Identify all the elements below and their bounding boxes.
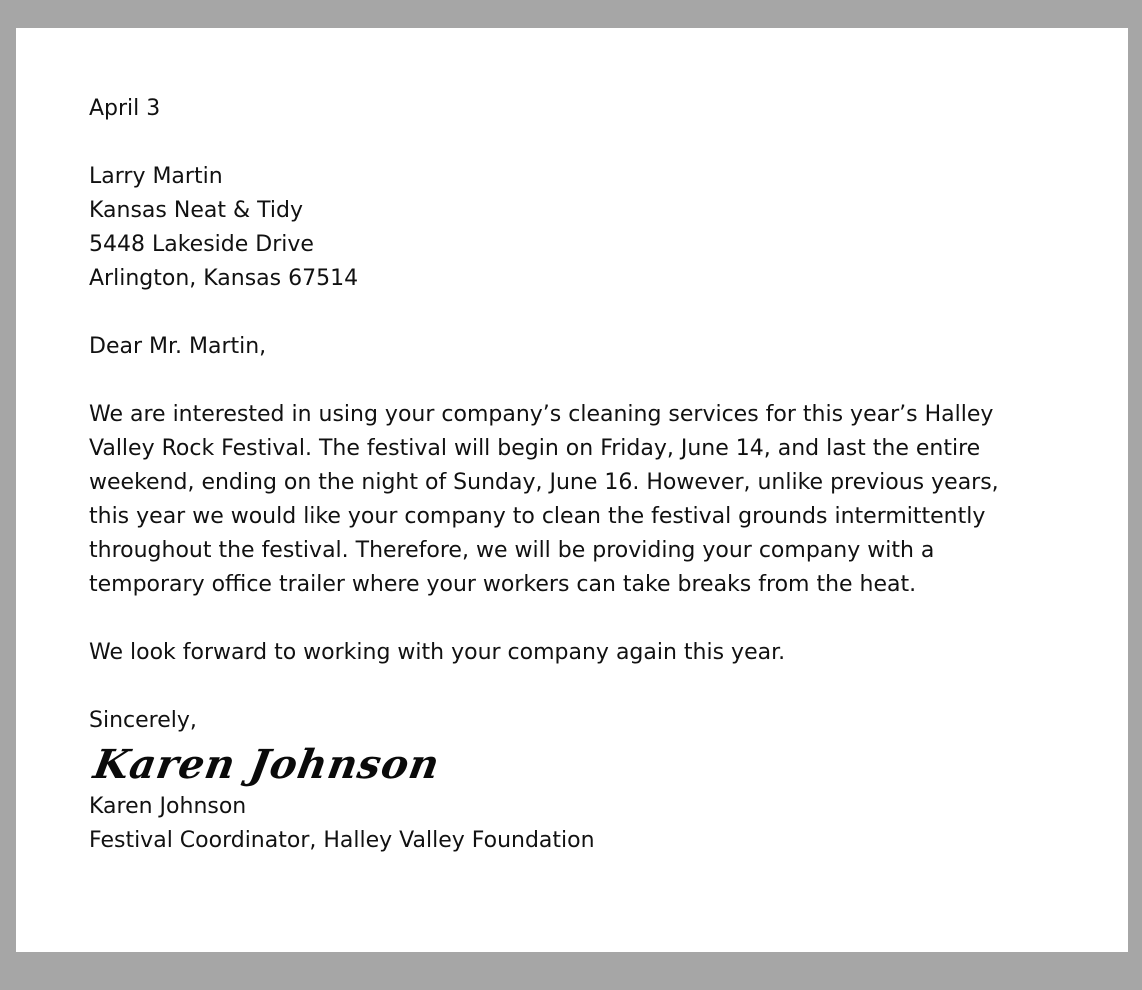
recipient-city: Arlington, Kansas 67514 [89,266,359,291]
letter-date [89,92,1089,126]
recipient-street: 5448 Lakeside Drive [89,232,314,257]
body-line: this year we would like your company to clean the festival grounds intermittently [89,504,986,529]
body-line: weekend, ending on the night of Sunday, June 16. However, unlike previous years, [89,470,999,495]
body-line: temporary office trailer where your workers can take breaks from the heat. [89,572,917,597]
body-line: We are interested in using your company’s cleaning services for this year’s Halley [89,402,994,427]
closing-text: Sincerely, [89,708,197,733]
salutation [89,330,1089,364]
closing-paragraph-text: We look forward to working with your company again this year. [89,640,786,665]
recipient-address [89,160,1089,296]
letter-body [89,92,1089,858]
body-line: throughout the festival. Therefore, we will be providing your company with a [89,538,935,563]
closing [89,704,1089,738]
body-line: Valley Rock Festival. The festival will begin on Friday, June 14, and last the entire [89,436,981,461]
recipient-name: Larry Martin [89,164,223,189]
closing-paragraph [89,636,1089,670]
signature-area [89,736,1089,790]
recipient-company: Kansas Neat & Tidy [89,198,303,223]
handwritten-signature: Karen Johnson [90,741,444,788]
date-text: April 3 [89,96,161,121]
sender-block [89,790,1089,858]
sender-name: Karen Johnson [89,794,247,819]
salutation-text: Dear Mr. Martin, [89,334,267,359]
body-paragraph [89,398,1089,602]
sender-title: Festival Coordinator, Halley Valley Foundation [89,828,595,853]
